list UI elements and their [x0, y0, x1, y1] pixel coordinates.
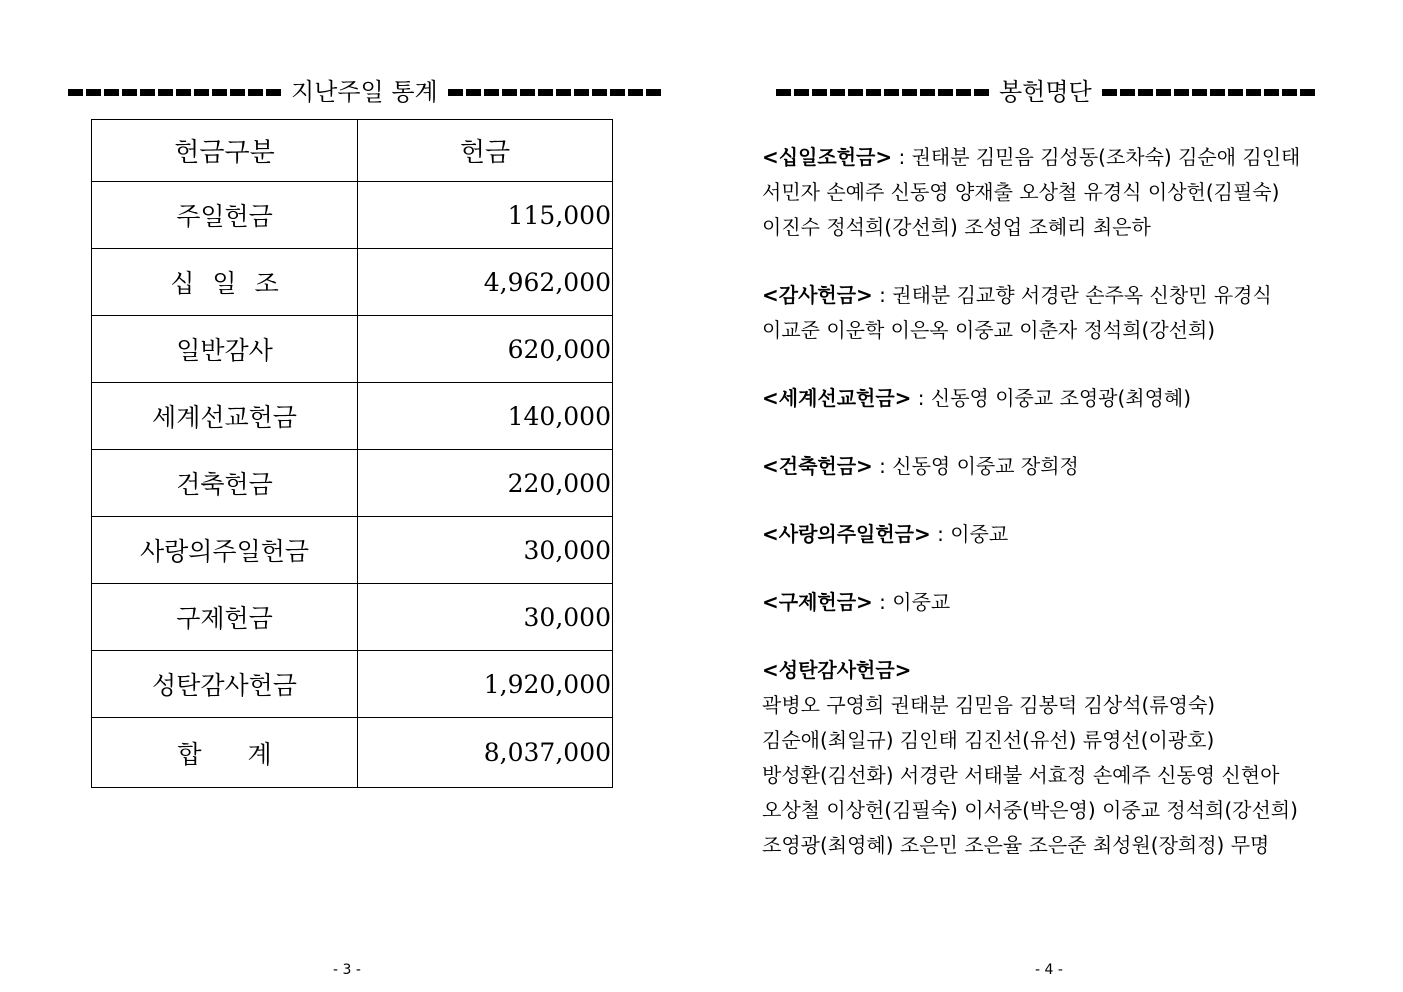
row-value: 220,000: [358, 450, 613, 517]
category-label: <건축헌금>: [762, 454, 873, 478]
roster-line: <십일조헌금> : 권태분 김믿음 김성동(조차숙) 김순애 김인태: [762, 145, 1301, 169]
header-dash-bar-right: [448, 89, 661, 96]
offering-statistics-table: [91, 119, 613, 788]
category-label: <감사헌금>: [762, 283, 873, 307]
donor-names: 서민자 손예주 신동영 양재출 오상철 유경식 이상헌(김필숙): [762, 180, 1280, 204]
row-value: 30,000: [358, 584, 613, 651]
donor-names: 신동영 이중교 장희정: [892, 454, 1079, 478]
offering-roster: [762, 140, 1362, 896]
donor-names: 오상철 이상헌(김필숙) 이서중(박은영) 이중교 정석희(강선희): [762, 798, 1298, 822]
column-header-category: 헌금구분: [92, 120, 358, 182]
row-label: 주일헌금: [92, 182, 358, 249]
category-label: <성탄감사헌금>: [762, 658, 912, 682]
donor-names: 이교준 이운학 이은옥 이중교 이춘자 정석희(강선희): [762, 318, 1216, 342]
right-page-header: [776, 72, 1315, 112]
donor-names: 이진수 정석희(강선희) 조성업 조혜리 최은하: [762, 215, 1151, 239]
total-row: [92, 718, 613, 788]
roster-section-christmas: [762, 653, 1362, 863]
roster-section-world-mission: [762, 381, 1362, 416]
row-label: 일반감사: [92, 316, 358, 383]
left-page-header: [68, 72, 661, 112]
roster-section-love-sunday: [762, 517, 1362, 552]
row-value: 4,962,000: [358, 249, 613, 316]
table-header-row: [92, 120, 613, 182]
row-value: 30,000: [358, 517, 613, 584]
total-label: 합계: [92, 718, 358, 788]
header-dash-bar-left: [68, 89, 281, 96]
column-header-amount: 헌금: [358, 120, 613, 182]
donor-names: 이중교: [950, 522, 1009, 546]
row-label: 구제헌금: [92, 584, 358, 651]
donor-names: 김순애(최일규) 김인태 김진선(유선) 류영선(이광호): [762, 728, 1215, 752]
roster-section-tithe: [762, 140, 1362, 245]
row-label: 십일조: [92, 249, 358, 316]
roster-line: <감사헌금> : 권태분 김교향 서경란 손주옥 신창민 유경식: [762, 283, 1272, 307]
row-value: 140,000: [358, 383, 613, 450]
total-value: 8,037,000: [358, 718, 613, 788]
row-label: 건축헌금: [92, 450, 358, 517]
category-label: <십일조헌금>: [762, 145, 893, 169]
donor-names: 이중교: [892, 590, 951, 614]
category-label: <세계선교헌금>: [762, 386, 912, 410]
donor-names: 권태분 김믿음 김성동(조차숙) 김순애 김인태: [911, 145, 1301, 169]
page-number-right: - 4 -: [1035, 962, 1063, 978]
roster-section-thanksgiving: [762, 278, 1362, 348]
category-label: <사랑의주일헌금>: [762, 522, 931, 546]
table-row: [92, 249, 613, 316]
roster-section-building: [762, 449, 1362, 484]
donor-names: 권태분 김교향 서경란 손주옥 신창민 유경식: [892, 283, 1272, 307]
row-value: 115,000: [358, 182, 613, 249]
header-dash-bar-left: [776, 89, 989, 96]
table-row: [92, 651, 613, 718]
table-row: [92, 383, 613, 450]
row-label: 성탄감사헌금: [92, 651, 358, 718]
table-row: [92, 517, 613, 584]
row-label: 사랑의주일헌금: [92, 517, 358, 584]
table-row: [92, 450, 613, 517]
donor-names: 신동영 이중교 조영광(최영혜): [930, 386, 1192, 410]
table-row: [92, 182, 613, 249]
statistics-title: 지난주일 통계: [291, 78, 438, 106]
category-label: <구제헌금>: [762, 590, 873, 614]
roster-section-relief: [762, 585, 1362, 620]
donor-names: 방성환(김선화) 서경란 서태불 서효정 손예주 신동영 신현아: [762, 763, 1280, 787]
offering-list-title: 봉헌명단: [999, 78, 1092, 106]
table-row: [92, 584, 613, 651]
table-row: [92, 316, 613, 383]
donor-names: 곽병오 구영희 권태분 김믿음 김봉덕 김상석(류영숙): [762, 693, 1216, 717]
row-value: 1,920,000: [358, 651, 613, 718]
roster-line: <세계선교헌금> : 신동영 이중교 조영광(최영혜): [762, 386, 1192, 410]
page-number-left: - 3 -: [333, 962, 361, 978]
header-dash-bar-right: [1102, 89, 1315, 96]
donor-names: 조영광(최영혜) 조은민 조은율 조은준 최성원(장희정) 무명: [762, 833, 1270, 857]
roster-line: <사랑의주일헌금> : 이중교: [762, 522, 1009, 546]
row-value: 620,000: [358, 316, 613, 383]
roster-line: <구제헌금> : 이중교: [762, 590, 951, 614]
row-label: 세계선교헌금: [92, 383, 358, 450]
roster-line: <건축헌금> : 신동영 이중교 장희정: [762, 454, 1079, 478]
